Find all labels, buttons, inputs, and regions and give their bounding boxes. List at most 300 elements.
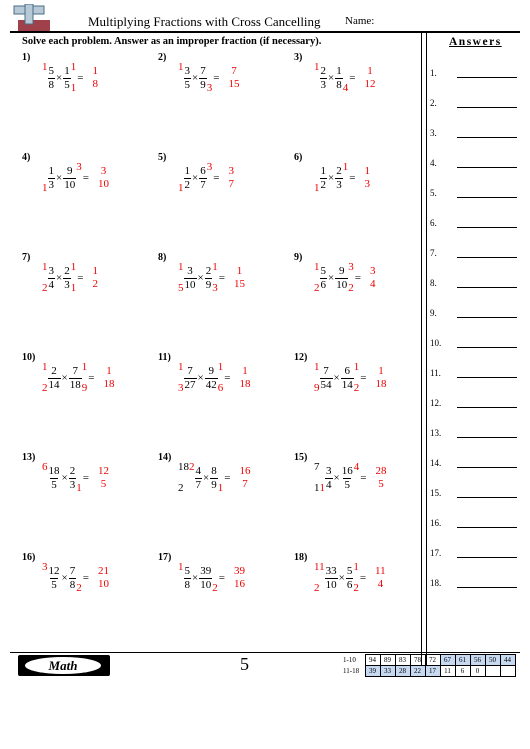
cancel-marks-2 <box>343 162 349 194</box>
equals-sign: = <box>359 572 367 584</box>
cancel-bottom: 9 <box>314 382 320 394</box>
equals-sign: = <box>77 272 84 284</box>
problem-number: 12) <box>294 352 308 363</box>
problem-number: 1) <box>22 52 31 63</box>
numerator: 1 <box>48 164 54 177</box>
numerator: 3 <box>184 64 190 77</box>
answer-denominator: 7 <box>242 478 248 490</box>
denominator: 3 <box>48 178 54 191</box>
score-row <box>343 666 515 677</box>
answer-number: 5. <box>430 188 437 198</box>
denominator: 6 <box>320 278 326 291</box>
numerator: 16 <box>341 464 353 477</box>
score-cell <box>485 666 500 677</box>
problem <box>158 52 288 112</box>
fraction-2 <box>341 366 354 391</box>
cancel-top: 1 <box>353 561 359 573</box>
cancel-top: 1 <box>342 161 349 173</box>
cancel-bottom: 2 <box>348 282 354 294</box>
fraction-1 <box>320 366 333 391</box>
cancel-top: 1 <box>42 261 48 273</box>
score-cell: 28 <box>395 666 410 677</box>
answer-blank <box>457 527 517 528</box>
numerator: 4 <box>195 464 201 477</box>
denominator: 14 <box>341 378 353 391</box>
answer-fraction <box>228 65 239 91</box>
answer-row <box>430 308 520 322</box>
score-cell <box>500 666 515 677</box>
fraction-2 <box>335 66 343 91</box>
answer-fraction <box>98 165 109 191</box>
answer-row <box>430 248 520 262</box>
score-cell: 44 <box>500 655 515 666</box>
denominator: 9 <box>205 278 212 291</box>
equals-sign: = <box>82 572 89 584</box>
cancel-top: 1 <box>314 261 320 273</box>
equals-sign: = <box>218 272 225 284</box>
answer-numerator: 11 <box>375 564 386 577</box>
cancel-top: 1 <box>178 361 184 373</box>
answer-blank <box>457 437 517 438</box>
answer-fraction <box>239 365 250 391</box>
cancel-top: 3 <box>76 161 82 173</box>
problem <box>158 352 288 412</box>
cancel-bottom: 1 <box>70 82 77 94</box>
fraction-1 <box>184 166 192 191</box>
answer-number: 17. <box>430 548 442 558</box>
cancel-bottom: 2 <box>353 582 359 594</box>
problem-number: 17) <box>158 552 172 563</box>
cancel-bottom: 9 <box>81 382 88 394</box>
answer-blank <box>457 227 517 228</box>
cancel-top: 4 <box>353 461 360 473</box>
problem-number: 4) <box>22 152 31 163</box>
times-sign: × <box>328 72 335 84</box>
score-cell: 39 <box>365 666 380 677</box>
problem-number: 8) <box>158 252 167 263</box>
cancel-marks-2 <box>71 262 77 294</box>
problem <box>158 552 288 612</box>
cancel-bottom <box>207 183 213 194</box>
numerator: 7 <box>187 364 193 377</box>
answer-blank <box>457 137 517 138</box>
equals-sign: = <box>360 372 367 384</box>
cancel-top: 1 <box>178 61 184 73</box>
fraction-1 <box>184 566 192 591</box>
answer-denominator: 18 <box>103 378 115 390</box>
top-rule <box>10 31 520 33</box>
numerator: 7 <box>323 364 329 377</box>
score-cell: 22 <box>410 666 425 677</box>
answer-numerator: 1 <box>378 364 384 377</box>
answer-number: 3. <box>430 128 437 138</box>
answer-number: 8. <box>430 278 437 288</box>
cancel-top: 1 <box>217 361 224 373</box>
numerator: 7 <box>72 364 78 377</box>
denominator: 10 <box>325 578 337 591</box>
times-sign: × <box>192 172 199 184</box>
name-label: Name: <box>345 15 375 27</box>
answer-blank <box>457 77 517 78</box>
problem <box>294 252 424 312</box>
numerator: 5 <box>346 564 353 577</box>
logo-icon <box>12 4 58 32</box>
subject-label: Math <box>25 657 101 674</box>
problem <box>294 152 424 212</box>
problem <box>294 352 424 412</box>
problem-number: 5) <box>158 152 167 163</box>
numerator: 33 <box>325 564 337 577</box>
fraction-1 <box>320 266 328 291</box>
cancel-bottom: 1 <box>217 482 224 494</box>
cancel-marks-2 <box>207 62 213 94</box>
answer-row <box>430 68 520 82</box>
problem-number: 15) <box>294 452 308 463</box>
problem-expression <box>42 262 98 294</box>
numerator: 6 <box>344 364 350 377</box>
fraction-1 <box>184 366 197 391</box>
problem <box>158 252 288 312</box>
times-sign: × <box>328 172 335 184</box>
fraction-2 <box>69 366 82 391</box>
cancel-top: 1 <box>70 61 77 73</box>
times-sign: × <box>333 372 340 384</box>
answer-numerator: 1 <box>367 64 373 77</box>
denominator: 2 <box>184 178 190 191</box>
answer-numerator: 1 <box>92 64 98 77</box>
answer-fraction <box>234 265 245 291</box>
answer-number: 16. <box>430 518 442 528</box>
cancel-marks-2 <box>76 562 82 594</box>
score-row <box>343 655 515 666</box>
fraction-1 <box>48 266 56 291</box>
fraction-2 <box>69 466 77 491</box>
score-cell: 78 <box>410 655 425 666</box>
answer-fraction <box>239 465 250 491</box>
fraction-1 <box>184 66 192 91</box>
subject-badge <box>18 655 110 676</box>
numerator: 18 <box>48 464 60 477</box>
fraction-2 <box>335 166 343 191</box>
answer-blank <box>457 377 517 378</box>
fraction-1 <box>320 166 328 191</box>
fraction-2 <box>335 266 348 291</box>
score-row-label: 11-18 <box>343 667 360 675</box>
answer-row <box>430 338 520 352</box>
answer-row <box>430 398 520 412</box>
problem-expression <box>42 462 109 494</box>
answer-blank <box>457 107 517 108</box>
problem-expression <box>314 262 375 294</box>
cancel-top <box>76 462 82 473</box>
times-sign: × <box>61 372 68 384</box>
cancel-marks-2 <box>348 262 354 294</box>
answers-title: Answers <box>449 36 502 48</box>
numerator: 2 <box>336 164 342 177</box>
equals-sign: = <box>354 272 361 284</box>
problem-expression <box>178 562 245 594</box>
cancel-marks-2 <box>207 162 213 194</box>
answer-blank <box>457 197 517 198</box>
answer-fraction <box>98 465 109 491</box>
cancel-bottom: 2 <box>212 582 218 594</box>
cancel-bottom: 2 <box>76 582 82 594</box>
numerator: 9 <box>208 364 214 377</box>
denominator: 7 <box>195 478 201 491</box>
answer-fraction <box>103 365 114 391</box>
fraction-1 <box>48 366 61 391</box>
problem-expression <box>42 362 114 394</box>
answer-blank <box>457 317 517 318</box>
times-sign: × <box>61 572 68 584</box>
score-cell: 67 <box>440 655 455 666</box>
answer-number: 18. <box>430 578 442 588</box>
answer-row <box>430 368 520 382</box>
numerator: 39 <box>200 564 212 577</box>
equals-sign: = <box>349 72 356 84</box>
problem <box>22 252 152 312</box>
answer-row <box>430 548 520 562</box>
cancel-marks-2 <box>76 462 82 494</box>
score-row-label: 1-10 <box>343 656 356 664</box>
answer-numerator: 12 <box>97 464 109 477</box>
problem <box>22 452 152 512</box>
denominator: 10 <box>336 278 348 291</box>
fraction-1 <box>325 566 338 591</box>
cancel-marks-1 <box>314 562 325 594</box>
page-number: 5 <box>240 654 249 674</box>
cancel-bottom: 3 <box>212 282 218 294</box>
cancel-marks-2 <box>354 462 360 494</box>
denominator: 42 <box>205 378 217 391</box>
answer-denominator: 5 <box>378 478 384 490</box>
answer-denominator: 3 <box>364 178 370 190</box>
answer-numerator: 1 <box>92 264 98 277</box>
cancel-top: 1 <box>81 361 88 373</box>
fraction-2 <box>205 266 213 291</box>
answer-denominator: 15 <box>233 278 245 290</box>
answer-fraction <box>375 465 386 491</box>
equals-sign: = <box>82 472 89 484</box>
cancel-top <box>218 462 224 473</box>
cancel-bottom: 3 <box>206 82 213 94</box>
answer-row <box>430 578 520 592</box>
problem-expression <box>42 62 98 94</box>
answer-denominator: 4 <box>377 578 384 590</box>
answer-number: 11. <box>430 368 441 378</box>
answer-row <box>430 488 520 502</box>
answer-blank <box>457 557 517 558</box>
answer-denominator: 10 <box>97 178 109 190</box>
answer-row <box>430 128 520 142</box>
equals-sign: = <box>88 372 95 384</box>
denominator: 8 <box>69 578 76 591</box>
answer-denominator: 2 <box>92 278 98 290</box>
answer-numerator: 1 <box>242 364 248 377</box>
answer-fraction <box>375 365 386 391</box>
denominator: 4 <box>326 478 332 491</box>
cancel-marks-2 <box>353 562 359 594</box>
numerator: 2 <box>64 264 70 277</box>
score-cell: 56 <box>470 655 485 666</box>
instructions: Solve each problem. Answer as an improper fraction (if necessary). <box>22 36 322 47</box>
cancel-bottom: 2 <box>314 282 320 294</box>
cancel-marks-2 <box>76 162 82 194</box>
cancel-bottom <box>76 183 82 194</box>
denominator: 8 <box>336 78 342 91</box>
denominator: 2 <box>320 178 326 191</box>
answer-numerator: 16 <box>239 464 251 477</box>
score-cell: 6 <box>455 666 470 677</box>
score-cell: 89 <box>380 655 395 666</box>
equals-sign: = <box>218 572 225 584</box>
fraction-1 <box>184 266 197 291</box>
problem-expression <box>314 462 386 494</box>
problem-number: 2) <box>158 52 167 63</box>
score-cell: 11 <box>440 666 455 677</box>
cancel-bottom: 1 <box>319 482 325 494</box>
times-sign: × <box>203 472 210 484</box>
cancel-bottom: 1 <box>70 282 77 294</box>
cancel-top <box>76 562 82 573</box>
answer-row <box>430 98 520 112</box>
worksheet-title: Multiplying Fractions with Cross Cancelling <box>88 14 321 29</box>
denominator: 9 <box>200 78 206 91</box>
numerator: 3 <box>48 264 54 277</box>
problem-number: 18) <box>294 552 308 563</box>
denominator: 4 <box>48 278 54 291</box>
fraction-2 <box>63 66 71 91</box>
answer-fraction <box>364 65 375 91</box>
cancel-marks-2 <box>218 462 224 494</box>
answer-row <box>430 458 520 472</box>
answer-blank <box>457 347 517 348</box>
answer-number: 10. <box>430 338 442 348</box>
denominator: 5 <box>64 78 70 91</box>
denominator: 3 <box>64 278 70 291</box>
answer-number: 13. <box>430 428 442 438</box>
answer-blank <box>457 497 517 498</box>
cancel-bottom: 5 <box>178 282 184 294</box>
times-sign: × <box>333 472 340 484</box>
cancel-top: 3 <box>206 161 213 173</box>
problem-number: 3) <box>294 52 303 63</box>
denominator: 7 <box>200 178 206 191</box>
numerator: 1 <box>184 164 190 177</box>
cancel-bottom: 6 <box>217 382 224 394</box>
numerator: 9 <box>338 264 345 277</box>
answer-number: 15. <box>430 488 442 498</box>
problem-number: 6) <box>294 152 303 163</box>
problem <box>158 152 288 212</box>
fraction-2 <box>205 366 218 391</box>
equals-sign: = <box>213 172 220 184</box>
answer-blank <box>457 587 517 588</box>
times-sign: × <box>197 272 204 284</box>
answer-row <box>430 218 520 232</box>
problem-number: 10) <box>22 352 36 363</box>
answer-numerator: 1 <box>236 264 243 277</box>
problem-expression <box>178 462 250 494</box>
cancel-top: 6 <box>42 461 48 473</box>
times-sign: × <box>197 372 204 384</box>
problem <box>22 52 152 112</box>
cancel-top: 1 <box>42 361 48 373</box>
cancel-bottom: 3 <box>178 382 184 394</box>
cancel-bottom: 1 <box>76 482 82 494</box>
cancel-bottom: 1 <box>42 182 48 194</box>
answer-number: 9. <box>430 308 437 318</box>
answer-number: 2. <box>430 98 437 108</box>
cancel-bottom: 4 <box>342 82 349 94</box>
answer-fraction <box>234 565 245 591</box>
cancel-top: 11 <box>314 561 325 573</box>
cancel-bottom: 2 <box>353 382 360 394</box>
denominator: 10 <box>64 178 76 191</box>
problem-number: 13) <box>22 452 36 463</box>
problem-number: 14) <box>158 452 172 463</box>
fraction-1 <box>195 466 203 491</box>
problem-number: 16) <box>22 552 36 563</box>
whole-part: 1 <box>314 482 320 494</box>
answer-denominator: 4 <box>369 278 376 290</box>
fraction-2 <box>199 66 207 91</box>
problem <box>22 552 152 612</box>
times-sign: × <box>338 572 345 584</box>
score-table <box>343 654 516 677</box>
fraction-2 <box>341 466 354 491</box>
answer-fraction <box>92 265 98 291</box>
answer-denominator: 15 <box>228 78 240 90</box>
answer-numerator: 21 <box>97 564 109 577</box>
problem-expression <box>42 562 109 594</box>
cancel-top: 3 <box>42 561 48 573</box>
problem <box>158 452 288 512</box>
denominator: 8 <box>48 78 54 91</box>
fraction-1 <box>48 66 56 91</box>
numerator: 1 <box>320 164 326 177</box>
cancel-marks-2 <box>212 562 218 594</box>
answer-row <box>430 518 520 532</box>
cancel-top: 1 <box>212 261 218 273</box>
cancel-top <box>343 62 349 73</box>
answer-fraction <box>98 565 109 591</box>
answer-blank <box>457 407 517 408</box>
fraction-1 <box>48 166 56 191</box>
denominator: 5 <box>344 478 350 491</box>
problem-expression <box>314 62 375 94</box>
cancel-top <box>212 562 218 573</box>
answer-numerator: 3 <box>100 164 107 177</box>
numerator: 9 <box>66 164 73 177</box>
fraction-2 <box>63 266 71 291</box>
answer-denominator: 10 <box>97 578 109 590</box>
fraction-1 <box>48 466 61 491</box>
answer-denominator: 5 <box>100 478 107 490</box>
denominator: 27 <box>184 378 196 391</box>
answer-fraction <box>92 65 98 91</box>
answer-denominator: 18 <box>375 378 387 390</box>
equals-sign: = <box>349 172 356 184</box>
cancel-bottom: 2 <box>42 382 48 394</box>
problem-expression <box>314 362 386 394</box>
fraction-2 <box>210 466 218 491</box>
answer-row <box>430 158 520 172</box>
score-cell: 72 <box>425 655 440 666</box>
numerator: 1 <box>336 64 342 77</box>
numerator: 7 <box>200 64 206 77</box>
answer-number: 1. <box>430 68 437 78</box>
